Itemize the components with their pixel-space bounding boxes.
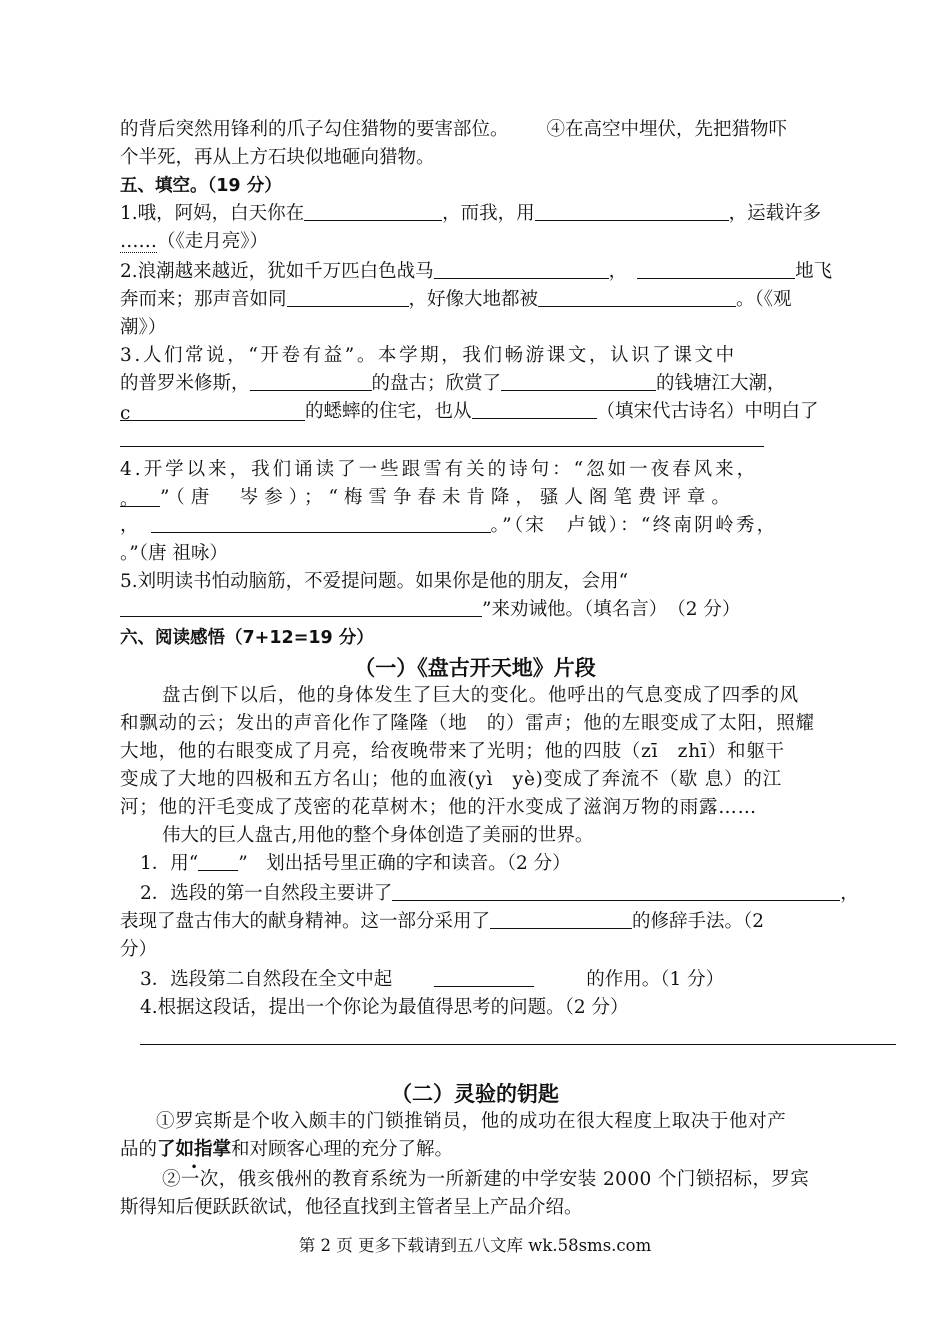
passage-line: 大地，他的右眼变成了月亮，给夜晚带来了光明；他的四肢（zī zhī）和躯干 [120, 741, 785, 762]
text: 。”（唐 祖咏） [120, 543, 228, 564]
passage-line: 盘古倒下以后，他的身体发生了巨大的变化。他呼出的气息变成了四季的风 [162, 685, 799, 706]
passage-line: 变成了大地的四极和五方名山；他的血液(yì yè)变成了奔流不（歇 息）的江 [120, 769, 782, 790]
answer-blank[interactable] [434, 966, 534, 987]
text: 表现了盘古伟大的献身精神。这一部分采用了 [120, 911, 491, 932]
text: ， [840, 883, 859, 904]
text: c [120, 403, 131, 424]
page-footer: 第 2 页 更多下载请到五八文库 wk.58sms.com [298, 1236, 652, 1255]
question-4 [120, 456, 758, 484]
text: 2．选段的第一自然段主要讲了 [140, 883, 393, 904]
text: 的背后突然用锋利的爪子勾住猎物的要害部位。 [120, 119, 509, 140]
passage-line [120, 1136, 453, 1164]
question-4-cont [120, 484, 736, 512]
question-3-cont [120, 370, 786, 398]
answer-blank[interactable] [250, 370, 372, 391]
text: 3．选段第二自然段在全文中起 [140, 969, 393, 990]
answer-blank[interactable] [151, 512, 491, 533]
text: 的蟋蟀的住宅，也从 [305, 401, 472, 422]
passage1-question-2 [140, 880, 859, 908]
text: 。 [120, 489, 139, 510]
text: 和对顾客心理的充分了解。 [231, 1139, 454, 1160]
question-1-cont [120, 228, 268, 256]
text: 分） [120, 939, 158, 960]
answer-line[interactable] [120, 446, 764, 447]
passage-line: ②一次，俄亥俄州的教育系统为一所新建的中学安装 2000 个门锁招标，罗宾 [162, 1169, 810, 1190]
passage-line: 河；他的汗毛变成了茂密的花草树木；他的汗水变成了滋润万物的雨露…… [120, 797, 757, 818]
answer-blank[interactable] [490, 908, 632, 929]
text: 品的 [120, 1139, 158, 1160]
text: ”来劝诫他。（填名言） （2 分） [482, 599, 741, 620]
text: 的作用。（1 分） [586, 969, 725, 990]
answer-blank[interactable] [472, 398, 597, 419]
question-2-cont [120, 286, 792, 314]
answer-blank[interactable]: …… [120, 231, 157, 252]
text: 地飞 [795, 261, 833, 282]
passage-line: 伟大的巨人盘古,用他的整个身体创造了美丽的世界。 [162, 825, 594, 846]
answer-blank[interactable] [637, 258, 795, 279]
passage-line: 和飘动的云；发出的声音化作了隆隆（地 的）雷声；他的左眼变成了太阳，照耀 [120, 713, 815, 734]
passage1-question-4: 4.根据这段话，提出一个你论为最值得思考的问题。（2 分） [140, 997, 629, 1018]
text-line [120, 116, 787, 144]
question-3 [120, 342, 898, 370]
passage-line: 斯得知后便跃跃欲试，他径直找到主管者呈上产品介绍。 [120, 1197, 583, 1218]
question-2-cont [120, 314, 166, 342]
text: 潮》） [120, 317, 167, 338]
answer-blank[interactable] [501, 370, 656, 391]
question-3-cont [120, 398, 819, 426]
text: ” 划出括号里正确的字和读音。（2 分） [238, 853, 571, 874]
text: 5.刘明读书怕动脑筋，不爱提问题。如果你是他的朋友，会用“ [120, 571, 629, 592]
passage1-question-2-cont [120, 908, 764, 936]
passage1-question-3 [140, 966, 724, 994]
answer-blank[interactable] [120, 596, 482, 617]
text: ，而我，用 [442, 203, 535, 224]
question-2 [120, 258, 832, 286]
emphasized-text: 了如指掌 [157, 1139, 232, 1160]
text: ，好像大地都被 [408, 289, 539, 310]
text: ， [120, 515, 139, 536]
question-4-cont [120, 540, 228, 568]
text: ， [608, 261, 628, 282]
text: ④在高空中埋伏，先把猎物吓 [546, 119, 788, 140]
text: ”（唐 岑参）；“梅雪争春未肯降，骚人阁笔费评章。 [160, 487, 736, 508]
passage-line: ①罗宾斯是个收入颇丰的门锁推销员，他的成功在很大程度上取决于他对产 [156, 1111, 787, 1132]
text: 的盘古；欣赏了 [371, 373, 502, 394]
answer-blank[interactable] [392, 880, 840, 901]
text: 个半死，再从上方石块似地砸向猎物。 [120, 147, 435, 168]
text: 3.人们常说，“开卷有益”。本学期，我们畅游课文，认识了课文中 [120, 345, 737, 366]
answer-blank[interactable] [538, 286, 736, 307]
passage1-question-2-cont [120, 936, 157, 964]
underline-sample [198, 850, 238, 871]
section-heading: 五、填空。（19 分） [120, 176, 282, 196]
question-5-cont [120, 596, 740, 624]
text: 。（《观 [736, 289, 792, 310]
text: 。”（宋 卢钺）：“终南阴岭秀， [490, 515, 778, 536]
answer-blank[interactable] [535, 200, 729, 221]
passage-title: （一）《盘古开天地》片段 [354, 656, 596, 680]
text: 1.哦，阿妈，白天你在 [120, 203, 305, 224]
answer-blank[interactable] [120, 486, 160, 510]
text-line [120, 144, 435, 172]
answer-blank[interactable] [120, 400, 305, 424]
question-1 [120, 200, 821, 228]
text: （《走月亮》） [157, 231, 269, 252]
answer-line[interactable] [140, 1044, 896, 1045]
text: 2.浪潮越来越近，犹如千万匹白色战马 [120, 261, 434, 282]
answer-blank[interactable] [304, 200, 442, 221]
text: 4.开学以来，我们诵读了一些跟雪有关的诗句：“忽如一夜春风来， [120, 459, 759, 480]
passage-title: （二）灵验的钥匙 [391, 1082, 559, 1106]
text: 的修辞手法。（2 [632, 911, 765, 932]
passage1-question-1 [140, 850, 571, 878]
text: （填宋代古诗名）中明白了 [596, 401, 819, 422]
question-4-cont [120, 512, 777, 540]
section-heading: 六、阅读感悟（7+12=19 分） [120, 628, 374, 648]
text: 的钱塘江大潮， [656, 373, 786, 394]
text: 的普罗米修斯， [120, 373, 250, 394]
text: ，运载许多 [728, 203, 822, 224]
answer-blank[interactable] [434, 258, 609, 279]
answer-blank[interactable] [287, 286, 409, 307]
text: 1．用“ [140, 853, 199, 874]
text: 奔而来；那声音如同 [120, 289, 287, 310]
question-5 [120, 568, 628, 596]
